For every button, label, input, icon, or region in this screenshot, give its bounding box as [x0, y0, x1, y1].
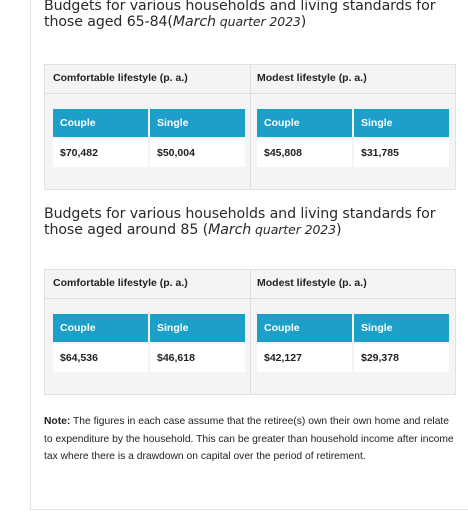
- content-area: [30, 0, 468, 510]
- header-single: Single: [354, 314, 449, 342]
- heading-end: ): [300, 14, 307, 30]
- comfortable-label: Comfortable lifestyle (p. a.): [53, 72, 188, 84]
- note-text: The figures in each case assume that the retiree(s) own their own home and relate to expenditure by the household. This can be greater than household income after income tax where there is a drawdown on capital over the period of retirement.: [44, 416, 454, 462]
- header-couple: Couple: [257, 109, 352, 137]
- header-couple: Couple: [53, 109, 148, 137]
- header-single: Single: [150, 109, 245, 137]
- budget-panel-65-84: [44, 64, 456, 190]
- note-label: Note:: [44, 416, 71, 427]
- value-couple: $45,808: [257, 139, 352, 167]
- heading-end: ): [336, 222, 342, 238]
- modest-label: Modest lifestyle (p. a.): [257, 277, 367, 289]
- heading-italic: March: [172, 14, 216, 30]
- value-couple: $70,482: [53, 139, 148, 167]
- budget-panel-85: [44, 269, 456, 395]
- value-couple: $64,536: [53, 344, 148, 372]
- column-divider: [250, 270, 251, 394]
- heading-text: Budgets for various households and living standards for those aged 65-84(: [44, 0, 436, 30]
- footnote: [44, 413, 459, 466]
- header-couple: Couple: [53, 314, 148, 342]
- value-single: $31,785: [354, 139, 449, 167]
- heading-italic: March: [208, 222, 252, 238]
- section-heading: [44, 206, 464, 238]
- value-single: $29,378: [354, 344, 449, 372]
- header-single: Single: [150, 314, 245, 342]
- column-divider: [250, 65, 251, 189]
- header-couple: Couple: [257, 314, 352, 342]
- heading-quarter: quarter 2023: [251, 222, 337, 237]
- value-single: $46,618: [150, 344, 245, 372]
- comfortable-label: Comfortable lifestyle (p. a.): [53, 277, 188, 289]
- value-couple: $42,127: [257, 344, 352, 372]
- section-heading: [44, 0, 464, 30]
- heading-text: Budgets for various households and living standards for those aged around 85 (: [44, 206, 436, 238]
- header-single: Single: [354, 109, 449, 137]
- modest-label: Modest lifestyle (p. a.): [257, 72, 367, 84]
- heading-quarter: quarter 2023: [215, 14, 301, 29]
- value-single: $50,004: [150, 139, 245, 167]
